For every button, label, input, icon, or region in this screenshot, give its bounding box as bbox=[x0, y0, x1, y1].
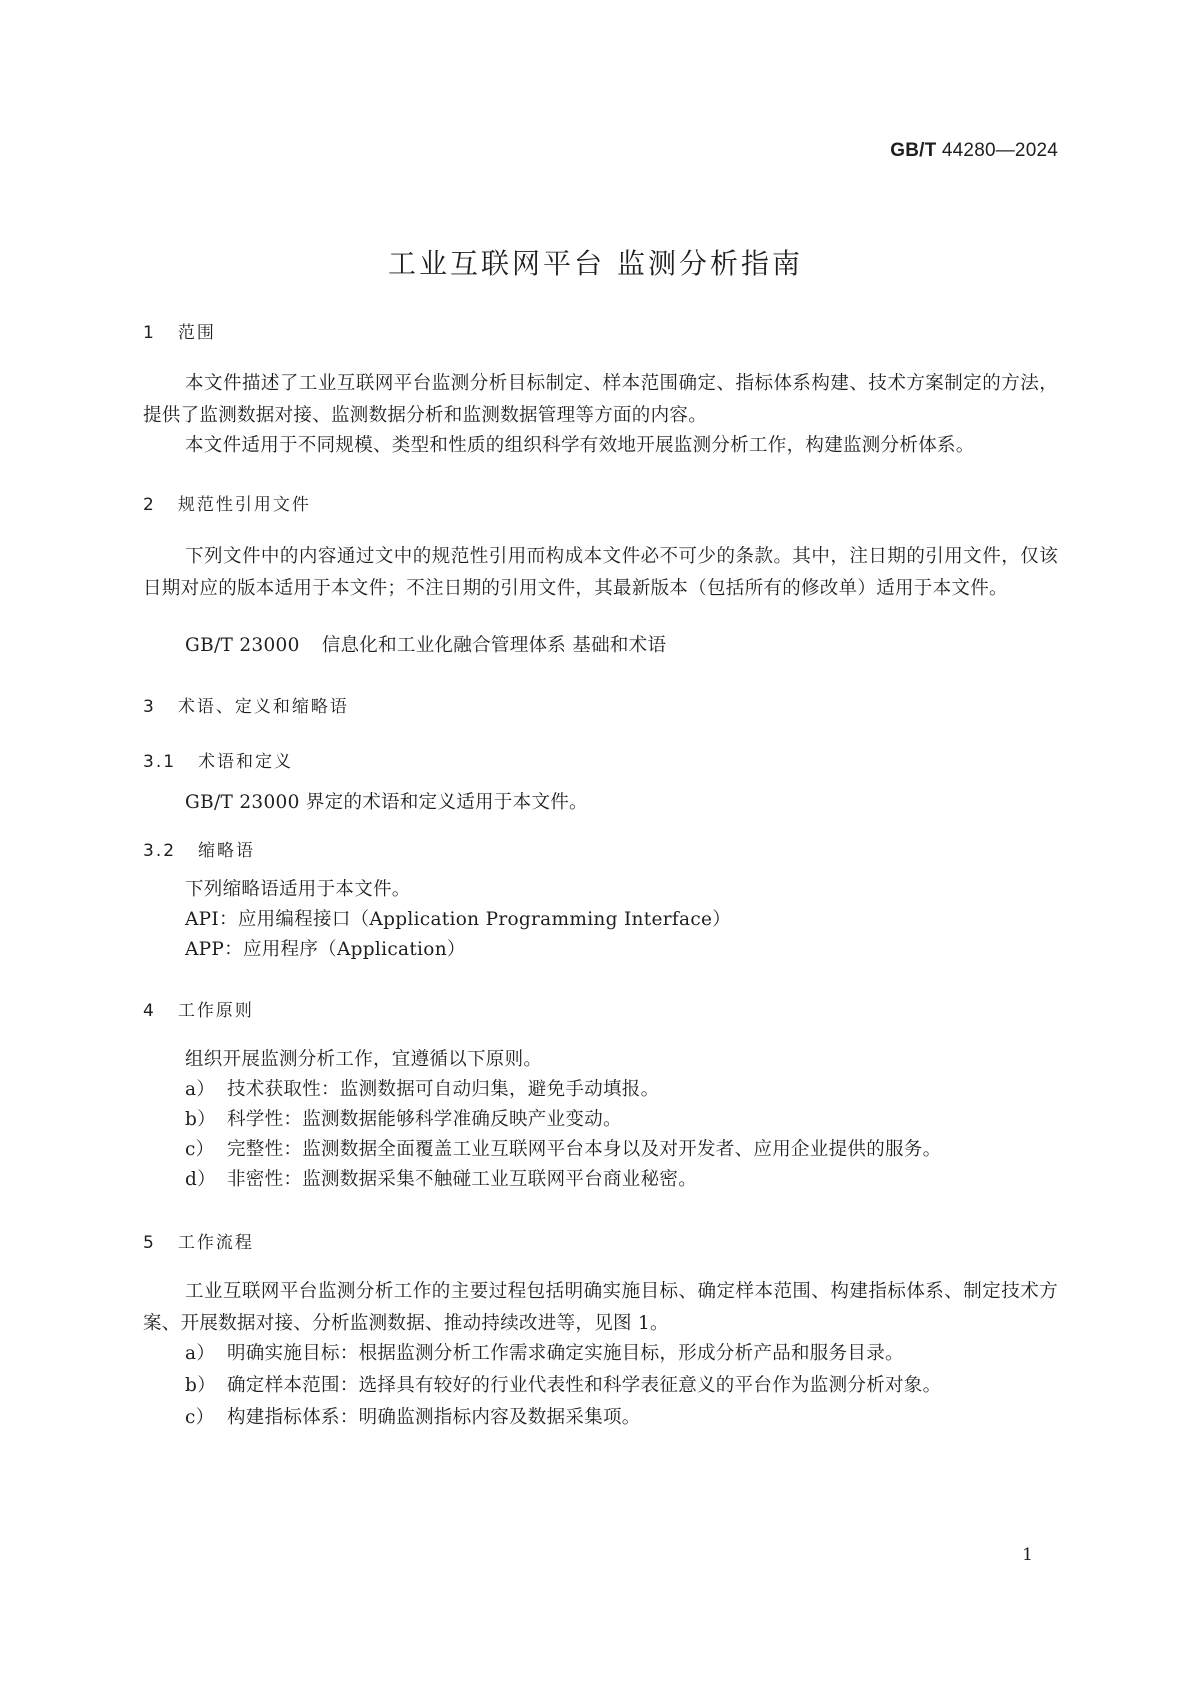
section-5-paragraph: 工业互联网平台监测分析工作的主要过程包括明确实施目标、确定样本范围、构建指标体系、制定技术方案、开展数据对接、分析监测数据、推动持续改进等，见图 1。 bbox=[143, 1281, 1058, 1334]
section-1-paragraph-1: 本文件描述了工业互联网平台监测分析目标制定、样本范围确定、指标体系构建、技术方案制定的方法，提供了监测数据对接、监测数据分析和监测数据管理等方面的内容。 bbox=[143, 373, 1058, 426]
section-3-2-heading: 3.2 缩略语 bbox=[143, 841, 256, 861]
section-2-paragraph: 下列文件中的内容通过文中的规范性引用而构成本文件必不可少的条款。其中，注日期的引用文件，仅该日期对应的版本适用于本文件；不注日期的引用文件，其最新版本（包括所有的修改单）适用于本文件。 bbox=[143, 546, 1058, 599]
abbreviation-app: APP：应用程序（Application） bbox=[185, 939, 466, 960]
list-item: c） 完整性：监测数据全面覆盖工业互联网平台本身以及对开发者、应用企业提供的服务。 bbox=[185, 1139, 942, 1160]
abbreviations-intro: 下列缩略语适用于本文件。 bbox=[185, 879, 411, 900]
section-3-1-heading: 3.1 术语和定义 bbox=[143, 752, 294, 772]
section-2-heading: 2 规范性引用文件 bbox=[143, 495, 311, 515]
section-5-heading: 5 工作流程 bbox=[143, 1233, 254, 1253]
section-4-intro: 组织开展监测分析工作，宜遵循以下原则。 bbox=[185, 1049, 543, 1070]
list-item: c） 构建指标体系：明确监测指标内容及数据采集项。 bbox=[185, 1407, 641, 1428]
standard-number: GB/T 44280—2024 bbox=[890, 140, 1058, 161]
list-item: a） 明确实施目标：根据监测分析工作需求确定实施目标，形成分析产品和服务目录。 bbox=[185, 1343, 904, 1364]
section-1-paragraph-2: 本文件适用于不同规模、类型和性质的组织科学有效地开展监测分析工作，构建监测分析体系。 bbox=[185, 435, 975, 456]
list-item: d） 非密性：监测数据采集不触碰工业互联网平台商业秘密。 bbox=[185, 1169, 698, 1190]
normative-reference: GB/T 23000 信息化和工业化融合管理体系 基础和术语 bbox=[185, 635, 667, 656]
list-item: b） 科学性：监测数据能够科学准确反映产业变动。 bbox=[185, 1109, 622, 1130]
document-title: 工业互联网平台 监测分析指南 bbox=[388, 247, 803, 280]
section-4-heading: 4 工作原则 bbox=[143, 1001, 254, 1021]
list-item: b） 确定样本范围：选择具有较好的行业代表性和科学表征意义的平台作为监测分析对象。 bbox=[185, 1375, 942, 1396]
section-3-heading: 3 术语、定义和缩略语 bbox=[143, 697, 349, 717]
abbreviation-api: API：应用编程接口（Application Programming Interface） bbox=[185, 909, 732, 930]
list-item: a） 技术获取性：监测数据可自动归集，避免手动填报。 bbox=[185, 1079, 660, 1100]
page-number: 1 bbox=[1022, 1545, 1033, 1565]
section-3-1-text: GB/T 23000 界定的术语和定义适用于本文件。 bbox=[185, 792, 588, 813]
section-1-heading: 1 范围 bbox=[143, 323, 216, 343]
